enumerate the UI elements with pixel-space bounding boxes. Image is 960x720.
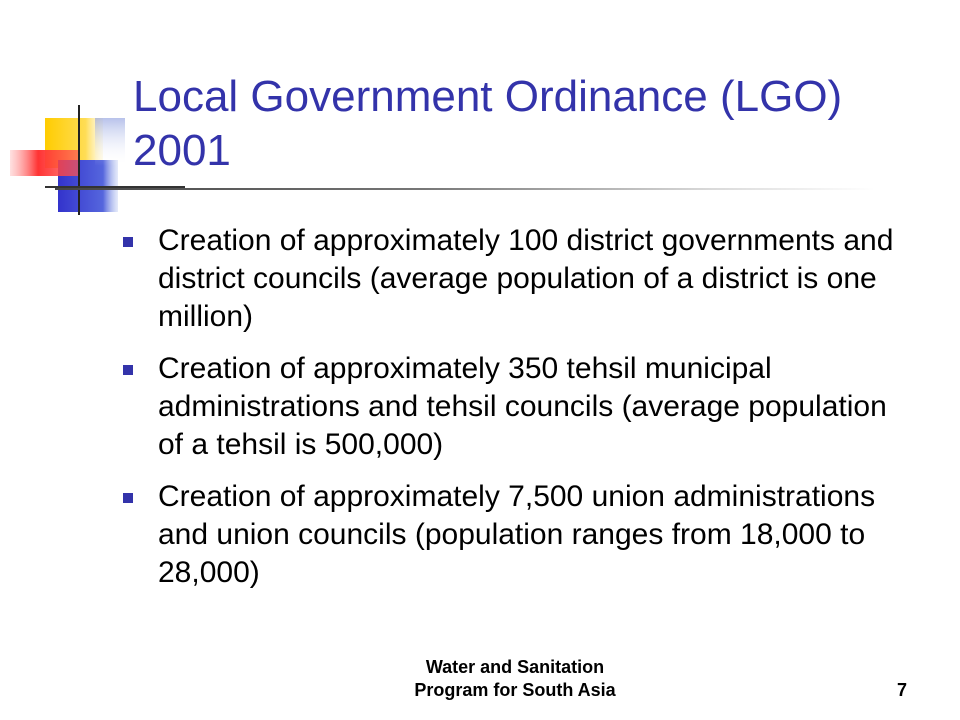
decor-vertical-line: [78, 105, 80, 215]
slide-title: Local Government Ordinance (LGO) 2001: [133, 72, 843, 175]
square-bullet-icon: [123, 365, 133, 375]
footer-organization: [370, 656, 660, 702]
square-bullet-icon: [123, 493, 133, 503]
bullet-text: Creation of approximately 350 tehsil municipal administrations and tehsil councils (average population of a tehsil is 500,000): [158, 352, 887, 461]
bullet-item-tehsils: [120, 350, 910, 464]
page-number: 7: [897, 680, 908, 700]
bullet-text: Creation of approximately 7,500 union administrations and union councils (population ranges from 18,000 to 28,000): [158, 480, 876, 589]
bullet-item-unions: [120, 478, 910, 592]
bullet-text: Creation of approximately 100 district governments and district councils (average population of a district is one million): [158, 224, 894, 333]
square-bullet-icon: [123, 237, 133, 247]
footer-line-1: Water and Sanitation: [425, 657, 605, 677]
bullet-item-districts: [120, 222, 910, 336]
bullet-list: [120, 222, 910, 606]
decor-blue-fade: [95, 118, 125, 166]
title-underline: [55, 188, 875, 190]
decor-red-bar: [10, 150, 80, 176]
footer-line-2: Program for South Asia: [414, 680, 616, 700]
